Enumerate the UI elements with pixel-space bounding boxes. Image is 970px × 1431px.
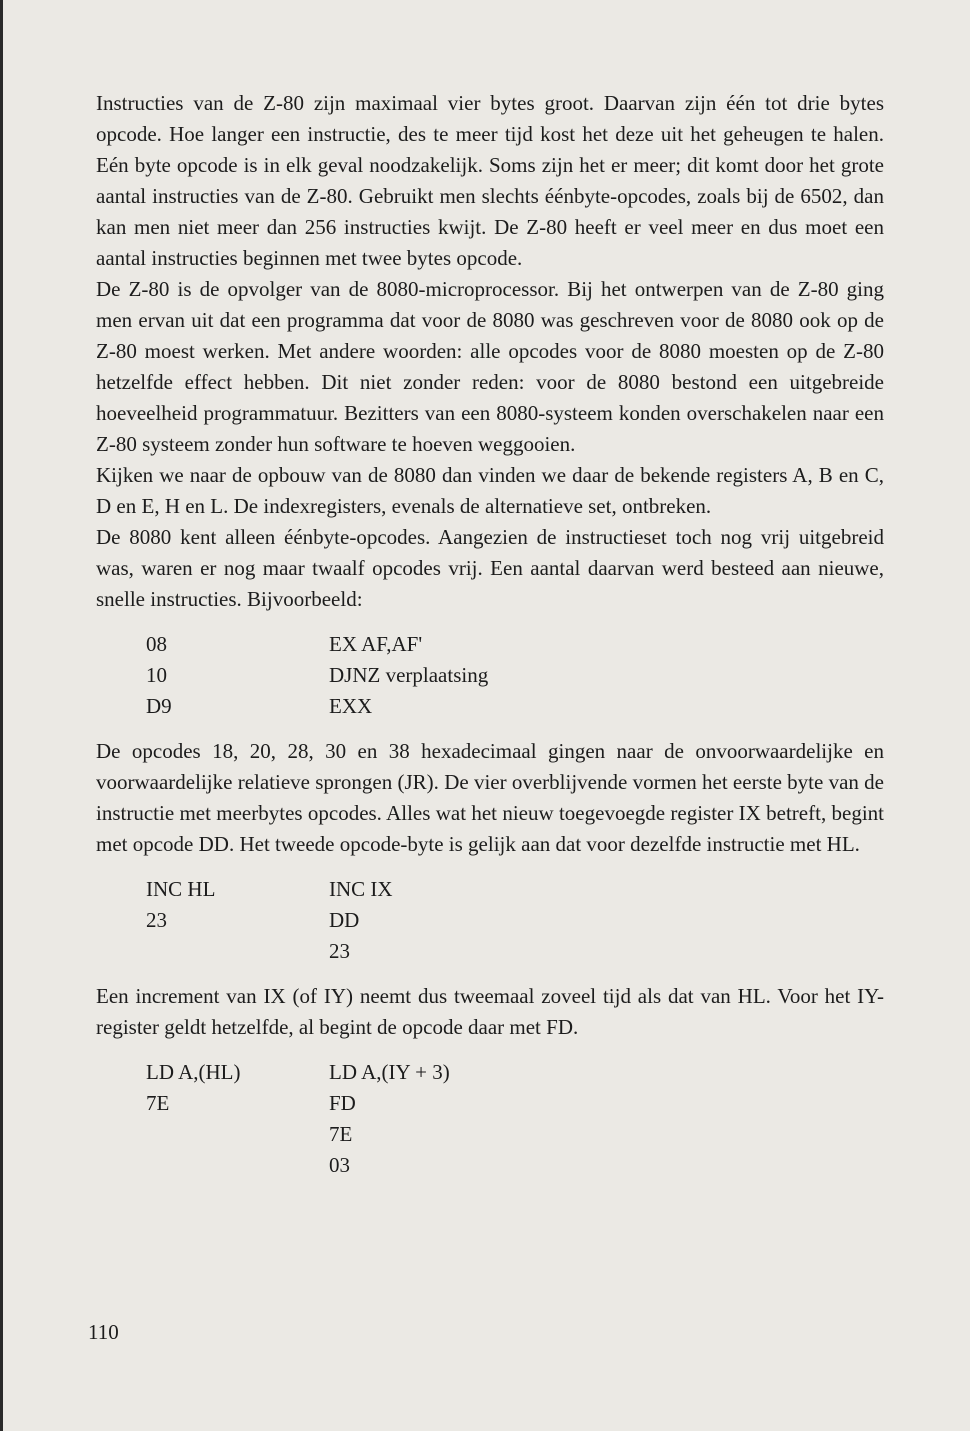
code-row: [146, 1119, 884, 1150]
mnemonic-cell: EXX: [329, 694, 373, 718]
opcode-cell: D9: [146, 694, 172, 718]
code-row: [146, 874, 884, 905]
code-example-inc: [146, 874, 884, 967]
paragraph-relative-jumps: De opcodes 18, 20, 28, 30 en 38 hexadecimaal gingen naar de onvoorwaardelijke en voorwaardelijke relatieve sprongen (JR). De vier overblijvende vormen het eerste byte van de instructie met meerbytes opcodes. Alles wat het nieuw toegevoegde register IX betreft, begint met opcode DD. Het tweede opcode-byte is gelijk aan dat voor dezelfde instructie met HL.: [96, 739, 884, 856]
code-row: [146, 1150, 884, 1181]
opcode-cell: 10: [146, 663, 167, 687]
code-cell-ix: DD: [329, 908, 360, 932]
code-example-new-instructions: [146, 629, 884, 722]
paragraph-iy-register: Een increment van IX (of IY) neemt dus tweemaal zoveel tijd als dat van HL. Voor het IY-register geldt hetzelfde, al begint de opcode daar met FD.: [96, 984, 884, 1039]
page-number: 110: [88, 1320, 119, 1344]
code-row: [146, 691, 884, 722]
code-cell-iy: 7E: [329, 1122, 353, 1146]
code-row: [146, 905, 884, 936]
code-cell-hl: 23: [146, 908, 167, 932]
code-cell-ix: INC IX: [329, 877, 393, 901]
paragraph-8080-compatibility: De Z-80 is de opvolger van de 8080-microprocessor. Bij het ontwerpen van de Z-80 ging men ervan uit dat een programma dat voor de 8080 was geschreven voor de 8080 ook op de Z-80 moest werken. Met andere woorden: alle opcodes voor de 8080 moesten op de Z-80 hetzelfde effect hebben. Dit niet zonder reden: voor de 8080 bestond een uitgebreide hoeveelheid programmatuur. Bezitters van een 8080-systeem konden overschakelen naar een Z-80 systeem zonder hun software te hoeven weggooien.: [96, 277, 884, 456]
paragraph-instruction-size: Instructies van de Z-80 zijn maximaal vier bytes groot. Daarvan zijn één tot drie bytes opcode. Hoe langer een instructie, des te meer tijd kost het deze uit het geheugen te halen. Eén byte opcode is in elk geval noodzakelijk. Soms zijn het er meer; dit komt door het grote aantal instructies van de Z-80. Gebruikt men slechts éénbyte-opcodes, zoals bij de 6502, dan kan men niet meer dan 256 instructies kwijt. De Z-80 heeft er veel meer en dus moet een aantal instructies beginnen met twee bytes opcode.: [96, 91, 884, 270]
code-row: [146, 1088, 884, 1119]
mnemonic-cell: EX AF,AF': [329, 632, 423, 656]
opcode-cell: 08: [146, 632, 167, 656]
page-body: [96, 88, 884, 1181]
paragraph-onebyte-opcodes: De 8080 kent alleen éénbyte-opcodes. Aangezien de instructieset toch nog vrij uitgebreid was, waren er nog maar twaalf opcodes vrij. Een aantal daarvan werd besteed aan nieuwe, snelle instructies. Bijvoorbeeld:: [96, 525, 884, 611]
page-binding-edge: [0, 0, 3, 1431]
code-cell-iy: FD: [329, 1091, 356, 1115]
code-cell-hl: LD A,(HL): [146, 1060, 241, 1084]
code-row: [146, 936, 884, 967]
code-cell-hl: [146, 1119, 329, 1150]
code-example-ld: [146, 1057, 884, 1181]
paragraph-8080-registers: Kijken we naar de opbouw van de 8080 dan vinden we daar de bekende registers A, B en C, D en E, H en L. De indexregisters, evenals de alternatieve set, ontbreken.: [96, 463, 884, 518]
code-cell-ix: 23: [329, 939, 350, 963]
code-row: [146, 1057, 884, 1088]
code-cell-iy: 03: [329, 1153, 350, 1177]
code-cell-hl: 7E: [146, 1091, 170, 1115]
mnemonic-cell: DJNZ verplaatsing: [329, 663, 489, 687]
code-cell-hl: [146, 1150, 329, 1181]
code-cell-hl: INC HL: [146, 877, 216, 901]
code-row: [146, 660, 884, 691]
code-cell-hl: [146, 936, 329, 967]
code-cell-iy: LD A,(IY + 3): [329, 1060, 450, 1084]
code-row: [146, 629, 884, 660]
